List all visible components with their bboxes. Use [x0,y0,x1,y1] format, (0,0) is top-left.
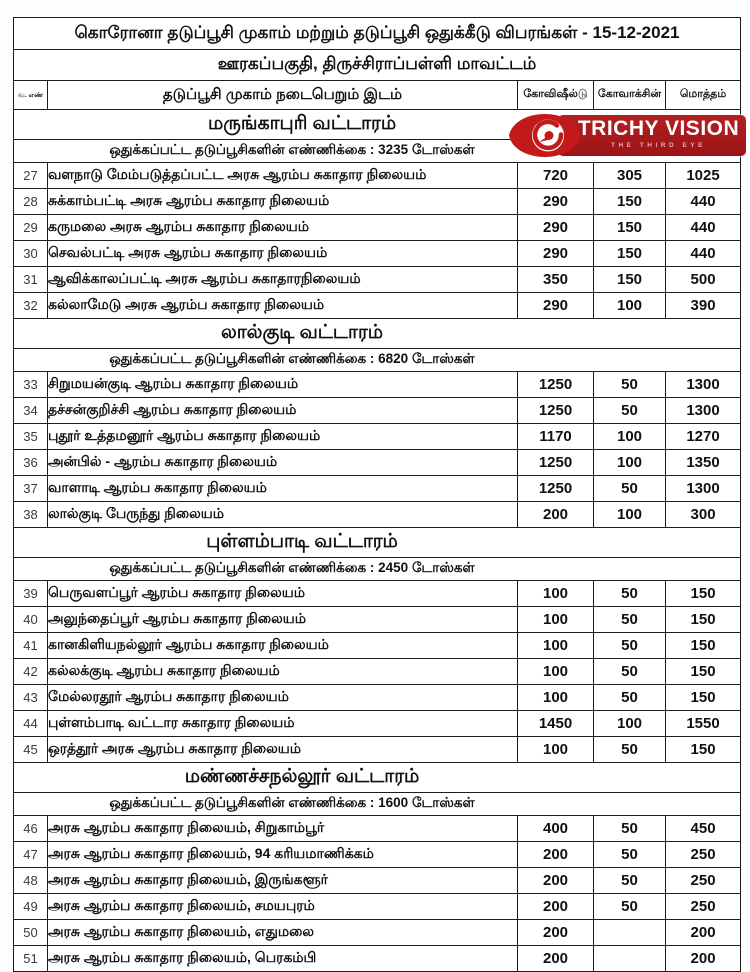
row-location-name: அரசு ஆரம்ப சுகாதார நிலையம், 94 கரியமாணிக்கம் [48,842,518,868]
row-covaxin-count: 100 [594,711,666,737]
row-serial-number: 42 [14,659,48,685]
third-eye-icon [508,112,582,159]
table-row [14,946,741,972]
section-header-row [14,763,741,793]
row-total-count: 440 [666,215,741,241]
row-covishield-count: 100 [518,607,594,633]
allocation-text: ஒதுக்கப்பட்ட தடுப்பூசிகளின் எண்ணிக்கை : 3235 டோஸ்கள் [109,142,475,157]
section-header-row [14,528,741,558]
row-location-name: லால்குடி பேருந்து நிலையம் [48,502,518,528]
column-header-row [14,81,741,110]
table-row [14,450,741,476]
row-serial-number: 51 [14,946,48,972]
row-serial-number: 41 [14,633,48,659]
table-row [14,659,741,685]
table-row [14,816,741,842]
row-location-name: அரசு ஆரம்ப சுகாதார நிலையம், பெரகம்பி [48,946,518,972]
row-location-name: அன்பில் - ஆரம்ப சுகாதார நிலையம் [48,450,518,476]
section-name: மண்ணச்சநல்லூர் வட்டாரம் [184,765,420,787]
logo-brand-text: TRICHY VISION [577,117,740,140]
row-covishield-count: 100 [518,685,594,711]
allocation-text: ஒதுக்கப்பட்ட தடுப்பூசிகளின் எண்ணிக்கை : 2450 டோஸ்கள் [109,560,475,575]
page-subtitle: ஊரகப்பகுதி, திருச்சிராப்பள்ளி மாவட்டம் [14,50,741,81]
title-row [14,18,741,50]
table-row [14,842,741,868]
row-covishield-count: 100 [518,737,594,763]
row-serial-number: 27 [14,163,48,189]
row-covaxin-count: 50 [594,372,666,398]
table-row [14,476,741,502]
row-covaxin-count: 50 [594,581,666,607]
row-total-count: 200 [666,920,741,946]
section-name: புள்ளம்பாடி வட்டாரம் [206,530,398,552]
table-row [14,398,741,424]
section-name: மருங்காபுரி வட்டாரம் [207,112,397,134]
row-covishield-count: 1250 [518,398,594,424]
row-covishield-count: 200 [518,894,594,920]
row-location-name: புதூர் உத்தமனூர் ஆரம்ப சுகாதார நிலையம் [48,424,518,450]
row-serial-number: 39 [14,581,48,607]
row-total-count: 440 [666,189,741,215]
row-total-count: 1550 [666,711,741,737]
row-covishield-count: 100 [518,633,594,659]
subtitle-row [14,50,741,81]
table-row [14,737,741,763]
section-name: லால்குடி வட்டாரம் [220,321,384,343]
row-total-count: 150 [666,659,741,685]
row-location-name: கல்லாமேடு அரசு ஆரம்ப சுகாதார நிலையம் [48,293,518,319]
section-header-row [14,319,741,349]
row-covishield-count: 400 [518,816,594,842]
row-covaxin-count: 100 [594,293,666,319]
row-covishield-count: 290 [518,189,594,215]
row-total-count: 150 [666,685,741,711]
row-serial-number: 40 [14,607,48,633]
row-total-count: 250 [666,868,741,894]
table-row [14,711,741,737]
table-row [14,633,741,659]
table-row [14,868,741,894]
column-header-total: மொத்தம் [666,81,741,110]
row-serial-number: 44 [14,711,48,737]
row-covaxin-count: 100 [594,450,666,476]
row-location-name: மேல்லரதூர் ஆரம்ப சுகாதார நிலையம் [48,685,518,711]
row-covishield-count: 200 [518,946,594,972]
row-covishield-count: 350 [518,267,594,293]
row-location-name: வாளாடி ஆரம்ப சுகாதார நிலையம் [48,476,518,502]
table-row [14,293,741,319]
row-covishield-count: 720 [518,163,594,189]
column-header-serial: வ. எண் [14,81,48,110]
row-covaxin-count: 100 [594,424,666,450]
table-row [14,502,741,528]
allocation-row [14,793,741,816]
row-total-count: 250 [666,894,741,920]
row-serial-number: 33 [14,372,48,398]
table-row [14,581,741,607]
allocation-row [14,349,741,372]
row-serial-number: 28 [14,189,48,215]
row-serial-number: 50 [14,920,48,946]
row-total-count: 1025 [666,163,741,189]
row-covaxin-count [594,920,666,946]
row-covaxin-count [594,946,666,972]
row-covaxin-count: 150 [594,215,666,241]
row-covaxin-count: 50 [594,816,666,842]
row-covishield-count: 1170 [518,424,594,450]
row-covishield-count: 1450 [518,711,594,737]
row-serial-number: 46 [14,816,48,842]
table-row [14,215,741,241]
row-total-count: 200 [666,946,741,972]
row-covishield-count: 290 [518,241,594,267]
row-location-name: அரசு ஆரம்ப சுகாதார நிலையம், எதுமலை [48,920,518,946]
column-header-covaxin: கோவாக்சின் [594,81,666,110]
row-covaxin-count: 150 [594,241,666,267]
row-total-count: 150 [666,607,741,633]
table-row [14,894,741,920]
table-row [14,163,741,189]
row-covishield-count: 200 [518,502,594,528]
row-covaxin-count: 50 [594,476,666,502]
row-covaxin-count: 50 [594,894,666,920]
row-serial-number: 43 [14,685,48,711]
row-covishield-count: 200 [518,842,594,868]
row-location-name: கருமலை அரசு ஆரம்ப சுகாதார நிலையம் [48,215,518,241]
row-covaxin-count: 150 [594,189,666,215]
row-serial-number: 31 [14,267,48,293]
row-location-name: புள்ளம்பாடி வட்டார சுகாதார நிலையம் [48,711,518,737]
allocation-text: ஒதுக்கப்பட்ட தடுப்பூசிகளின் எண்ணிக்கை : 6820 டோஸ்கள் [109,351,475,366]
table-row [14,920,741,946]
row-serial-number: 34 [14,398,48,424]
row-location-name: அலுந்தைப்பூர் ஆரம்ப சுகாதார நிலையம் [48,607,518,633]
row-location-name: கானகிளியநல்லூர் ஆரம்ப சுகாதார நிலையம் [48,633,518,659]
row-serial-number: 45 [14,737,48,763]
table-row [14,424,741,450]
row-serial-number: 48 [14,868,48,894]
row-total-count: 440 [666,241,741,267]
row-location-name: வளநாடு மேம்படுத்தப்பட்ட அரசு ஆரம்ப சுகாதார நிலையம் [48,163,518,189]
row-serial-number: 36 [14,450,48,476]
table-row [14,685,741,711]
column-header-covishield: கோவிஷீல்டு [518,81,594,110]
row-total-count: 250 [666,842,741,868]
row-covaxin-count: 50 [594,398,666,424]
row-covishield-count: 290 [518,215,594,241]
row-covaxin-count: 50 [594,659,666,685]
row-covaxin-count: 50 [594,633,666,659]
row-serial-number: 30 [14,241,48,267]
row-covaxin-count: 50 [594,737,666,763]
row-covishield-count: 100 [518,581,594,607]
row-covishield-count: 1250 [518,450,594,476]
row-covishield-count: 200 [518,868,594,894]
table-row [14,267,741,293]
row-total-count: 1270 [666,424,741,450]
row-covaxin-count: 100 [594,502,666,528]
row-serial-number: 49 [14,894,48,920]
row-total-count: 300 [666,502,741,528]
table-row [14,189,741,215]
row-covishield-count: 1250 [518,372,594,398]
row-covishield-count: 290 [518,293,594,319]
row-total-count: 1300 [666,372,741,398]
row-location-name: சுக்காம்பட்டி அரசு ஆரம்ப சுகாதார நிலையம் [48,189,518,215]
row-covaxin-count: 50 [594,868,666,894]
row-total-count: 150 [666,633,741,659]
row-total-count: 390 [666,293,741,319]
row-location-name: தச்சன்குறிச்சி ஆரம்ப சுகாதார நிலையம் [48,398,518,424]
table-row [14,372,741,398]
table-row [14,607,741,633]
row-covaxin-count: 305 [594,163,666,189]
table-row [14,241,741,267]
row-total-count: 500 [666,267,741,293]
logo-tagline-text: THE THIRD EYE [611,142,706,149]
row-total-count: 1300 [666,476,741,502]
row-total-count: 150 [666,737,741,763]
row-location-name: சிறுமயன்குடி ஆரம்ப சுகாதார நிலையம் [48,372,518,398]
row-total-count: 150 [666,581,741,607]
row-covaxin-count: 150 [594,267,666,293]
vaccination-table [13,17,741,972]
row-location-name: பெருவளப்பூர் ஆரம்ப சுகாதார நிலையம் [48,581,518,607]
row-serial-number: 38 [14,502,48,528]
row-location-name: அரசு ஆரம்ப சுகாதார நிலையம், இருங்களூர் [48,868,518,894]
row-location-name: ஆவிக்காலப்பட்டி அரசு ஆரம்ப சுகாதாரநிலையம் [48,267,518,293]
row-location-name: செவல்பட்டி அரசு ஆரம்ப சுகாதார நிலையம் [48,241,518,267]
trichy-vision-logo [508,112,746,159]
row-serial-number: 47 [14,842,48,868]
row-total-count: 1300 [666,398,741,424]
row-covaxin-count: 50 [594,842,666,868]
logo-text [574,116,743,156]
row-location-name: ஒரத்தூர் அரசு ஆரம்ப சுகாதார நிலையம் [48,737,518,763]
row-serial-number: 37 [14,476,48,502]
row-covishield-count: 200 [518,920,594,946]
row-serial-number: 32 [14,293,48,319]
row-serial-number: 29 [14,215,48,241]
page-title: கொரோனா தடுப்பூசி முகாம் மற்றும் தடுப்பூசி ஒதுக்கீடு விபரங்கள் - 15-12-2021 [14,18,741,50]
row-serial-number: 35 [14,424,48,450]
row-total-count: 450 [666,816,741,842]
row-covishield-count: 1250 [518,476,594,502]
row-covaxin-count: 50 [594,685,666,711]
row-location-name: அரசு ஆரம்ப சுகாதார நிலையம், சமயபுரம் [48,894,518,920]
row-total-count: 1350 [666,450,741,476]
row-location-name: அரசு ஆரம்ப சுகாதார நிலையம், சிறுகாம்பூர் [48,816,518,842]
column-header-location: தடுப்பூசி முகாம் நடைபெறும் இடம் [48,81,518,110]
allocation-text: ஒதுக்கப்பட்ட தடுப்பூசிகளின் எண்ணிக்கை : 1600 டோஸ்கள் [109,795,475,810]
row-covishield-count: 100 [518,659,594,685]
allocation-row [14,558,741,581]
row-covaxin-count: 50 [594,607,666,633]
row-location-name: கல்லக்குடி ஆரம்ப சுகாதார நிலையம் [48,659,518,685]
